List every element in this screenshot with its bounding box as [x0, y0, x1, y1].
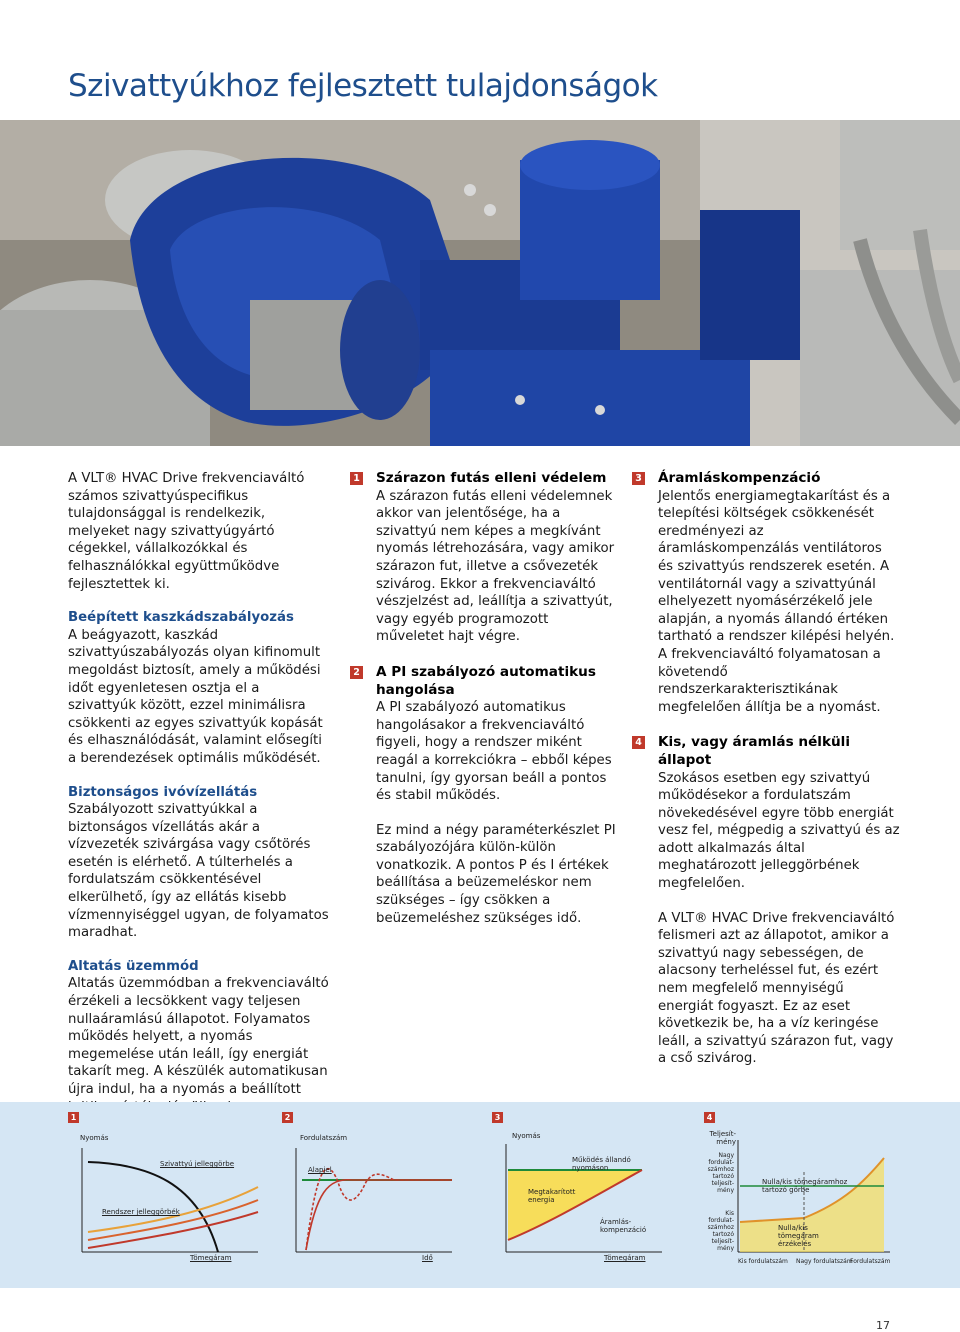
- diagram-pump-curve: [68, 1112, 258, 1272]
- pump-photo: [0, 120, 960, 446]
- high-power-label: Nagy fordulat-számhoz tartozó teljesít-mény: [707, 1152, 734, 1194]
- intro-text: A VLT® HVAC Drive frekvenciaváltó számos szivattyúspecifikus tulajdonsággal is rendelkezik, melyeket nagy szivattyúgyártó cégekkel, vállalkozókkal és felhasználókkal együttműködve fejlesztettek ki.: [68, 471, 305, 592]
- section-body: Jelentős energiamegtakarítást és a telepítési költségek csökkenését eredményezi az áramláskompenzálás ventilátoros és szivattyús rendszerek esetén. A ventilátornál vagy a szivattyúnál elhelyezett nyomásérzékelő jele alapján, a nyomás állandó értéken tartható a rendszer kilépési helyén. A frekvenciaváltó folyamatosan a követendő rendszerkarakterisztikának megfelelően állítja be a nyomást.: [658, 488, 895, 715]
- saved-energy-label: Megtakarított energia: [528, 1188, 576, 1204]
- number-badge: 4: [704, 1112, 715, 1123]
- section-body: A szárazon futás elleni védelemnek akkor van jelentősége, ha a szivattyú nem képes a megkívánt nyomás létrehozására, vagy amikor szárazon fut, illetve a csővezeték szivárog. Ekkor a frekvenciaváltó vészjelzést ad, leállítja a szivattyút, vagy egyéb programozott műveletet hajt végre.: [376, 488, 615, 645]
- number-badge: 3: [492, 1112, 503, 1123]
- y-axis-label: Nyomás: [80, 1134, 109, 1142]
- diagram-1-graphic: [68, 1112, 268, 1272]
- diagram-2-graphic: [282, 1112, 462, 1272]
- section-heading: Szárazon futás elleni védelem: [376, 470, 607, 486]
- number-badge: 4: [632, 736, 645, 749]
- section-body: Szabályozott szivattyúkkal a biztonságos vízellátás akár a vízvezeték szivárgása vagy csőtörés esetén is elérhető. A túlterhelés a fordulatszám csökkentésével elkerülhető, így az ellátás kisebb vízmennyiséggel ugyan, de folyamatos maradhat.: [68, 802, 329, 941]
- section-flow-compensation: [632, 470, 900, 716]
- x-axis-label-low: Kis fordulatszám: [738, 1258, 788, 1265]
- number-badge: 1: [68, 1112, 79, 1123]
- page-title: Szivattyúkhoz fejlesztett tulajdonságok: [68, 68, 658, 104]
- section-body: Altatás üzemmódban a frekvenciaváltó érzékeli a lecsökkent vagy teljesen nullaáramlású állapotot. Folyamatos működés helyett, a nyomás megemelése után leáll, így energiát takarít meg. A készülék automatikusan újra indul, ha a nyomás a beállított: [68, 976, 329, 1097]
- curve-label: Rendszer jelleggörbék: [102, 1208, 180, 1216]
- page-number: 17: [876, 1319, 890, 1332]
- x-axis-label: Idő: [422, 1254, 433, 1262]
- y-axis-label: Fordulatszám: [300, 1134, 348, 1142]
- section-cascade: [68, 609, 330, 767]
- x-axis-label: Tömegáram: [190, 1254, 232, 1262]
- section-heading: A PI szabályozó automatikus hangolása: [376, 663, 596, 698]
- column-1: [68, 470, 330, 1132]
- y-axis-label: Teljesít-mény: [709, 1130, 736, 1146]
- section-water-supply: [68, 784, 330, 942]
- section-body: A beágyazott, kaszkád szivattyúszabályozás olyan kifinomult megoldást biztosít, amely a működési időt egyenletesen osztja el a szivattyúk között, ezzel minimálisra csökkenti az egyes szivattyúk kopását és elhasználódását, valamint elősegíti a berendezések optimális működését.: [68, 627, 323, 766]
- section-body-2: A VLT® HVAC Drive frekvenciaváltó felismeri azt az állapotot, amikor a szivattyú nagy sebességen, de alacsony terheléssel fut, és ezért nem megfelelő mennyiségű energiát fogyaszt. Ez az eset következik be, ha a víz keringése leáll, a szivattyú szárazon fut, vagy a cső szivárog.: [658, 910, 895, 1067]
- section-heading: Áramláskompenzáció: [658, 470, 821, 486]
- number-badge: 3: [632, 472, 645, 485]
- curve-label: Nulla/kis tömegáramhoz tartozó görbe: [762, 1178, 848, 1194]
- section-heading: Altatás üzemmód: [68, 958, 199, 974]
- curve-label: Szivattyú jelleggörbe: [160, 1160, 235, 1168]
- column-2: [350, 470, 618, 945]
- y-axis-label: Nyomás: [512, 1132, 541, 1140]
- x-axis-label-high: Nagy fordulatszám: [796, 1258, 853, 1265]
- section-no-flow: [632, 734, 900, 1068]
- section-dry-run: [350, 470, 618, 646]
- column-3: [632, 470, 900, 1086]
- compensation-label: Áramlás-kompenzáció: [600, 1218, 647, 1234]
- section-body: Szokásos esetben egy szivattyú működésekor a fordulatszám növekedésével egyre több energiát vesz fel, mégpedig a szivattyú és az adott alkalmazás által meghatározott jelleggörbének megfelelően.: [658, 770, 900, 892]
- section-body: A PI szabályozó automatikus hangolásakor a frekvenciaváltó figyeli, hogy a rendszer miként reagál a korrekciókra – ebből képes tanulni, így gyorsan beáll a pontos és stabil működés.: [376, 700, 612, 804]
- detection-label: Nulla/kis tömegáram érzékelés: [778, 1224, 819, 1248]
- section-heading: Beépített kaszkádszabályozás: [68, 610, 294, 626]
- diagram-flow-compensation: [492, 1112, 672, 1272]
- setpoint-label: Alapjel: [308, 1166, 332, 1174]
- x-axis-label: Fordulatszám: [850, 1258, 891, 1265]
- number-badge: 2: [350, 666, 363, 679]
- diagram-no-flow: [704, 1112, 894, 1272]
- number-badge: 2: [282, 1112, 293, 1123]
- diagram-pi-response: [282, 1112, 462, 1272]
- section-body-2: Ez mind a négy paraméterkészlet PI szabályozójára külön-külön vonatkozik. A pontos P és I értékek beállítása a beüzemeléskor nem szükséges – így csökken a beüzemeléshez szükséges idő.: [376, 822, 616, 926]
- number-badge: 1: [350, 472, 363, 485]
- section-pi-autotune: [350, 664, 618, 927]
- low-power-label: Kis fordulat-számhoz tartozó teljesít-mény: [707, 1210, 734, 1252]
- x-axis-label: Tömegáram: [604, 1254, 646, 1262]
- constant-pressure-label: Működés állandó nyomáson: [572, 1156, 631, 1172]
- section-sleep-mode: [68, 958, 330, 1116]
- section-heading: Biztonságos ivóvízellátás: [68, 784, 258, 800]
- section-heading: Kis, vagy áramlás nélküli állapot: [658, 734, 851, 768]
